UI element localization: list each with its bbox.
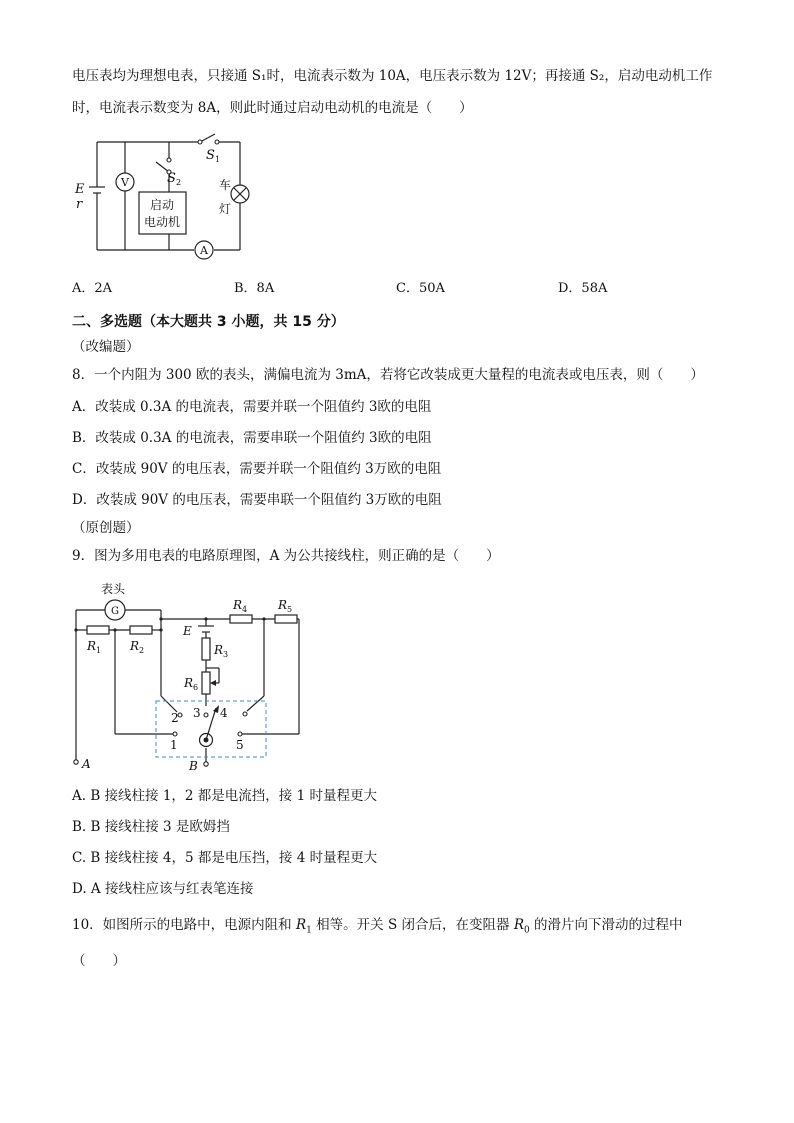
q7-option-c: C．50A — [396, 281, 445, 296]
contact-5-label: 5 — [236, 738, 244, 752]
lamp-label-line1: 车 — [219, 178, 232, 192]
q9-tag: （原创题） — [72, 520, 140, 536]
r2-label: R — [130, 639, 140, 653]
q10-r0-symbol: R — [513, 917, 524, 933]
terminal-a-label: A — [82, 757, 91, 771]
motor-label-line1: 启动 — [149, 198, 175, 212]
q10-r0-sub: 0 — [523, 925, 530, 936]
motor-label-line2: 电动机 — [143, 215, 181, 229]
q10-stem — [72, 915, 683, 941]
r5-sub: 5 — [287, 605, 293, 614]
q8-option-b: B．改装成 0.3A 的电流表，需要串联一个阻值约 3欧的电阻 — [72, 430, 432, 446]
q9-battery-label: E — [183, 624, 192, 638]
contact-1-label: 1 — [170, 738, 178, 752]
ammeter-symbol: A — [200, 244, 208, 257]
q9-option-c: C. B 接线柱接 4，5 都是电压挡，接 4 时量程更大 — [72, 850, 378, 866]
q7-stem-line2: 时，电流表示数变为 8A，则此时通过启动电动机的电流是（ ） — [72, 100, 473, 116]
section2-title: 二、多选题（本大题共 3 小题，共 15 分） — [72, 314, 345, 330]
q7-label-s2-sub: 2 — [176, 178, 182, 187]
r5-label: R — [278, 598, 288, 612]
r3-sub: 3 — [223, 650, 229, 659]
r6-label: R — [184, 676, 194, 690]
meter-head-label: 表头 — [101, 582, 126, 596]
q7-label-e: E — [75, 182, 85, 197]
q7-option-a: A．2A — [72, 281, 113, 296]
q8-option-c: C．改装成 90V 的电压表，需要并联一个阻值约 3万欧的电阻 — [72, 461, 442, 477]
q7-label-s1: S — [206, 148, 215, 163]
galvanometer-symbol: G — [111, 606, 119, 617]
q7-label-r: r — [76, 197, 83, 212]
q7-stem-line1: 电压表均为理想电表，只接通 S₁时，电流表示数为 10A，电压表示数为 12V；再接通 S₂，启动电动机工作 — [72, 68, 713, 84]
r1-sub: 1 — [96, 646, 102, 655]
q7-label-s2: S — [167, 171, 176, 186]
r4-sub: 4 — [242, 605, 248, 614]
q9-option-d: D. A 接线柱应该与红表笔连接 — [72, 881, 254, 897]
q9-option-b: B. B 接线柱接 3 是欧姆挡 — [72, 819, 230, 835]
contact-3-label: 3 — [193, 706, 201, 720]
q7-option-d: D．58A — [558, 281, 608, 296]
q10-stem-part-c: 的滑片向下滑动的过程中 — [529, 917, 683, 933]
q10-r1-sub: 1 — [306, 925, 312, 936]
q7-label-s1-sub: 1 — [215, 155, 221, 164]
contact-2-label: 2 — [171, 711, 179, 725]
r1-label: R — [87, 639, 97, 653]
voltmeter-symbol: V — [121, 176, 129, 189]
q8-stem: 8．一个内阻为 300 欧的表头，满偏电流为 3mA，若将它改装成更大量程的电流表或电压表，则（ ） — [72, 367, 704, 383]
r2-sub: 2 — [139, 646, 145, 655]
terminal-b-label: B — [189, 759, 198, 773]
q10-stem-part-a: 10．如图所示的电路中，电源内阻和 — [72, 917, 296, 933]
q9-multimeter-diagram — [70, 576, 310, 776]
q10-stem-line2: （ ） — [72, 953, 126, 969]
q7-circuit-diagram — [70, 124, 260, 264]
r6-sub: 6 — [193, 683, 199, 692]
q10-r1-symbol: R — [295, 917, 307, 933]
lamp-label-line2: 灯 — [219, 202, 232, 216]
q8-option-a: A．改装成 0.3A 的电流表，需要并联一个阻值约 3欧的电阻 — [72, 399, 432, 415]
q10-stem-part-b: 相等。开关 S 闭合后，在变阻器 — [311, 917, 514, 933]
r4-label: R — [233, 598, 243, 612]
r3-label: R — [214, 643, 224, 657]
q7-option-b: B．8A — [234, 281, 275, 296]
q9-option-a: A. B 接线柱接 1，2 都是电流挡，接 1 时量程更大 — [72, 788, 377, 804]
q9-stem: 9．图为多用电表的电路原理图，A 为公共接线柱，则正确的是（ ） — [72, 548, 500, 564]
contact-4-label: 4 — [220, 706, 228, 720]
q8-tag: （改编题） — [72, 339, 140, 355]
q8-option-d: D．改装成 90V 的电压表，需要串联一个阻值约 3万欧的电阻 — [72, 492, 442, 508]
